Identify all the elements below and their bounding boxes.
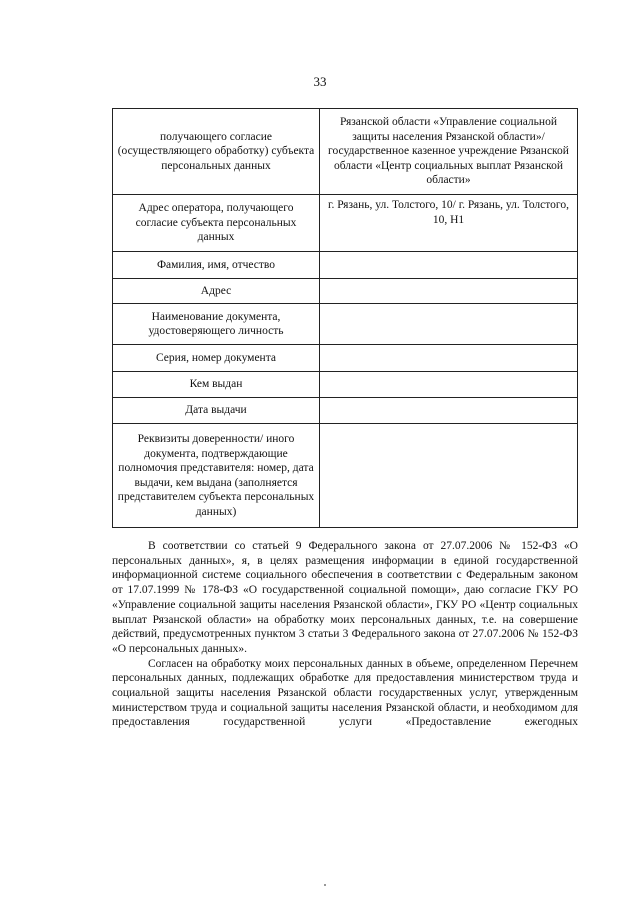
row-value: Рязанской области «Управление социальной защиты населения Рязанской области»/ государственное казенное учреждение Рязанской области «Центр социальных выплат Рязанской области» (320, 109, 578, 195)
table-row (113, 345, 578, 372)
row-value (320, 424, 578, 528)
row-label: Адрес (113, 279, 320, 304)
row-label: получающего согласие (осуществляющего обработку) субъекта персональных данных (113, 109, 320, 195)
row-value (320, 252, 578, 279)
row-label: Адрес оператора, получающего согласие субъекта персональных данных (113, 195, 320, 252)
row-label: Наименование документа, удостоверяющего личность (113, 304, 320, 345)
page-number: 33 (313, 74, 327, 89)
row-label: Кем выдан (113, 372, 320, 398)
row-label: Фамилия, имя, отчество (113, 252, 320, 279)
row-value (320, 304, 578, 345)
table-row (113, 304, 578, 345)
consent-text (112, 539, 578, 730)
row-value (320, 345, 578, 372)
paragraph: В соответствии со статьей 9 Федерального закона от 27.07.2006 № 152-ФЗ «О персональных данных», я, в целях размещения информации в единой государственной информационной системе социального обеспечения в соответствии с Федеральным законом от 17.07.1999 № 178-ФЗ «О государственной социальной помощи», даю согласие ГКУ РО «Управление социальной защиты населения Рязанской области», ГКУ РО «Центр социальных выплат Рязанской области» на обработку моих персональных данных, т.е. на совершение действий, предусмотренных пунктом 3 статьи 3 Федерального закона от 27.07.2006 № 152-ФЗ «О персональных данных». (112, 540, 578, 655)
consent-data-table (112, 108, 578, 528)
table-row (113, 252, 578, 279)
table-row (113, 424, 578, 528)
table-row (113, 372, 578, 398)
scan-speck (324, 884, 326, 886)
row-value (320, 279, 578, 304)
row-value (320, 398, 578, 424)
table-row (113, 109, 578, 195)
table-row (113, 398, 578, 424)
paragraph: Согласен на обработку моих персональных данных в объеме, определенном Перечнем персональных данных, подлежащих обработке для предоставления министерством труда и социальной защиты населения Рязанской области государственных услуг, утвержденным министерством труда и социальной защиты населения Рязанской области, и необходимом для предоставления государственной услуги «Предоставление ежегодных (112, 657, 578, 729)
row-label: Дата выдачи (113, 398, 320, 424)
table-row (113, 279, 578, 304)
row-label: Реквизиты доверенности/ иного документа, подтверждающие полномочия представителя: номер, дата выдачи, кем выдана (заполняется представителем субъекта персональных данных) (113, 424, 320, 528)
row-value (320, 372, 578, 398)
row-value: г. Рязань, ул. Толстого, 10/ г. Рязань, ул. Толстого, 10, Н1 (320, 195, 578, 252)
table-row (113, 195, 578, 252)
row-label: Серия, номер документа (113, 345, 320, 372)
